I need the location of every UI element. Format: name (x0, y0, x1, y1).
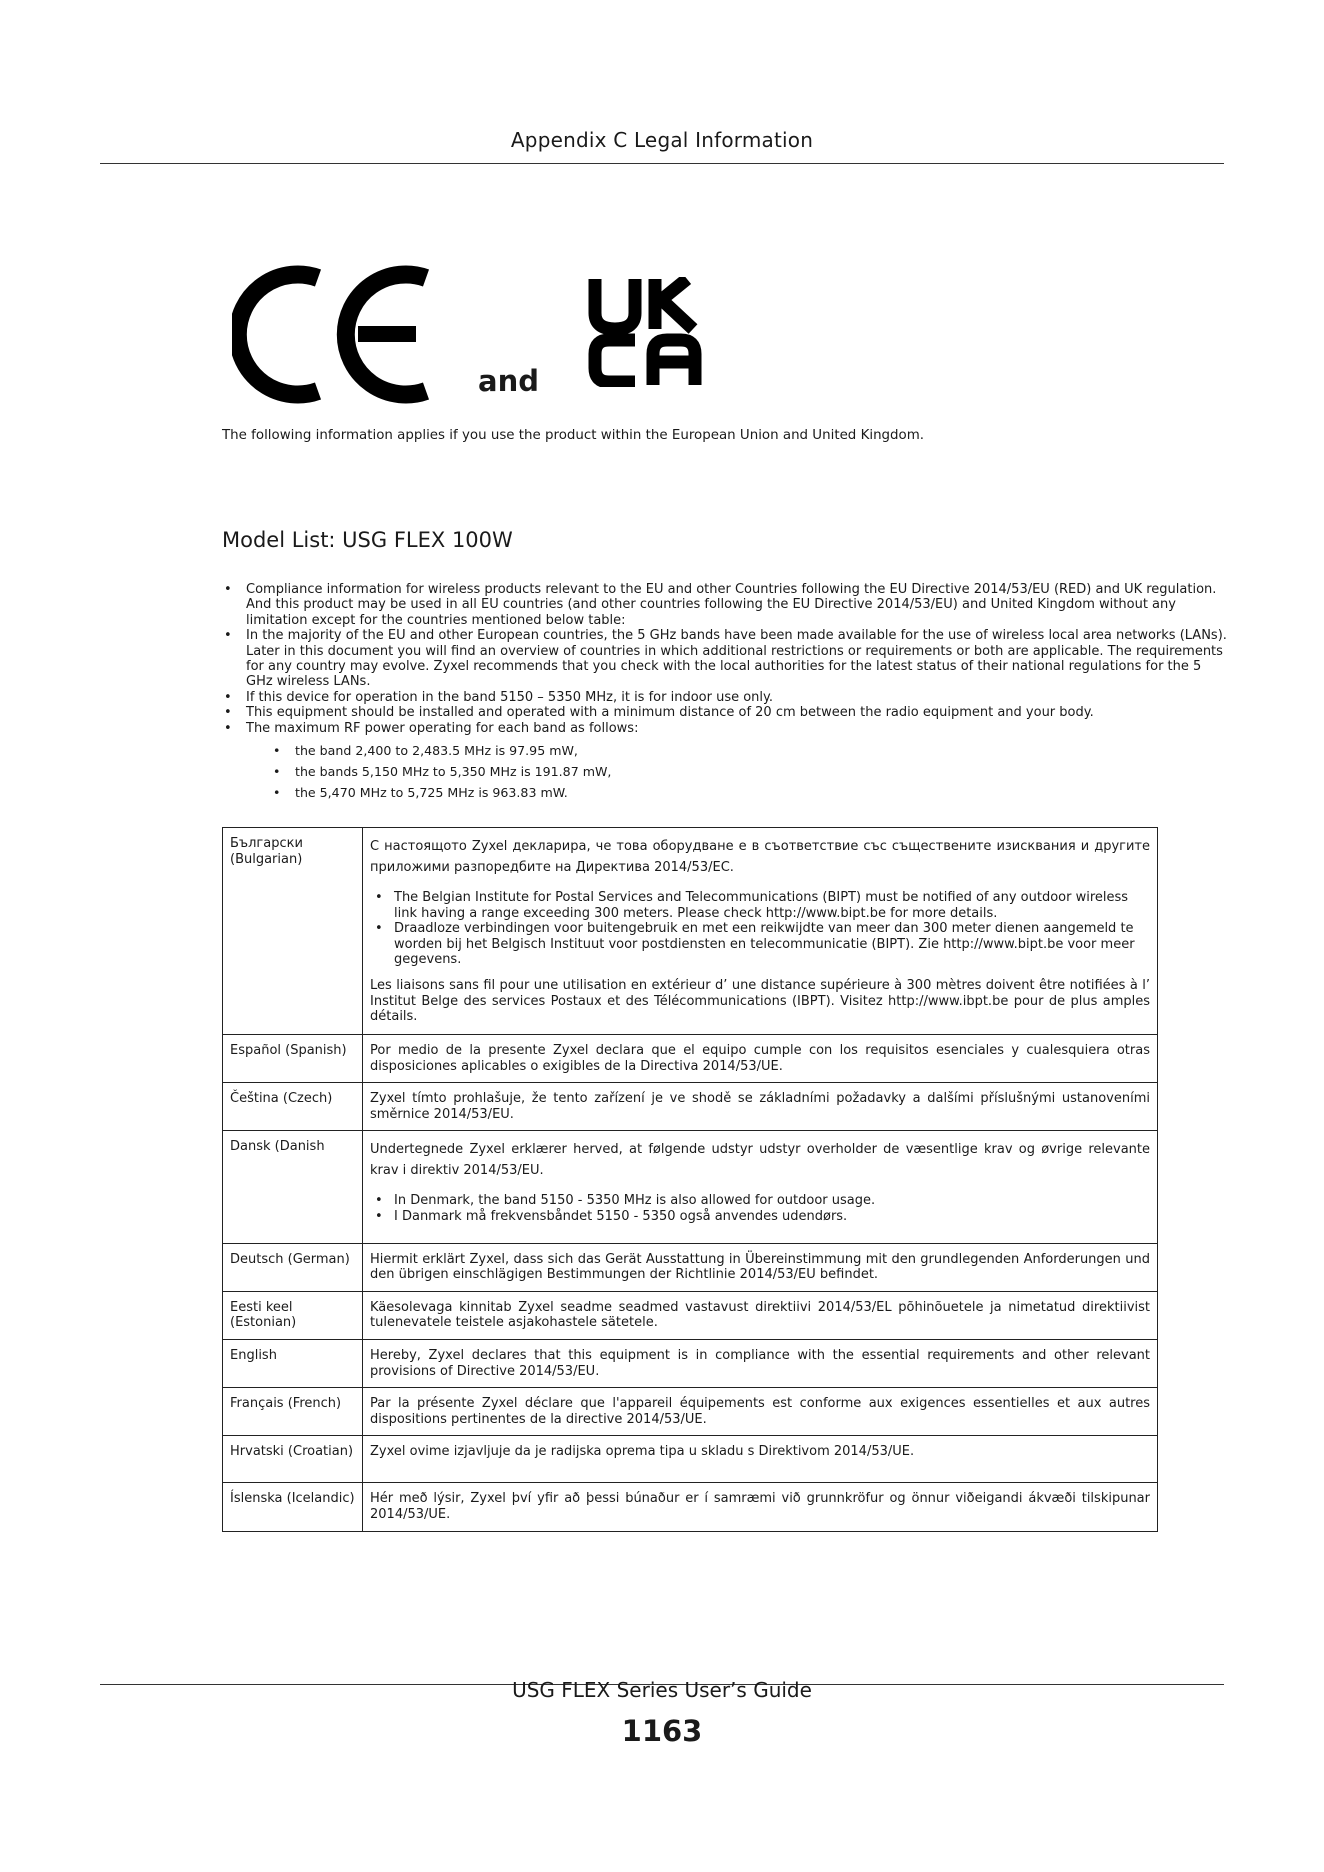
table-row (223, 1243, 1158, 1291)
list-item: • Draadloze verbindingen voor buitengebruik en met een reikwijdte van meer dan 300 meter dienen aangemeld te worden bij het Belgisch Instituut voor postdiensten en telecommunicatie (BIPT). Zie http://www.bipt.be voor meer gegevens. (370, 921, 1150, 968)
list-item: • If this device for operation in the band 5150 – 5350 MHz, it is for indoor use only. (222, 690, 1227, 705)
declaration-cell: Hér með lýsir, Zyxel því yfir að þessi búnaður er í samræmi við grunnkröfur og önnur viðeigandi ákvæði tilskipunar 2014/53/UE. (363, 1483, 1158, 1531)
declaration-cell (363, 1131, 1158, 1243)
declaration-cell: Hiermit erklärt Zyxel, dass sich das Gerät Ausstattung in Übereinstimmung mit den grundlegenden Anforderungen und den übrigen einschlägigen Bestimmungen der Richtlinie 2014/53/EU befindet. (363, 1243, 1158, 1291)
list-item: • the band 2,400 to 2,483.5 MHz is 97.95 mW, (246, 740, 1227, 761)
declaration-cell: Zyxel ovime izjavljuje da je radijska oprema tipa u skladu s Direktivom 2014/53/UE. (363, 1436, 1158, 1483)
language-cell: Hrvatski (Croatian) (223, 1436, 363, 1483)
model-list-heading: Model List: USG FLEX 100W (222, 528, 513, 552)
language-cell: English (223, 1339, 363, 1387)
list-item: • Compliance information for wireless products relevant to the EU and other Countries following the EU Directive 2014/53/EU (RED) and UK regulation. And this product may be used in all EU countries (and other countries following the EU Directive 2014/53/EU) and United Kingdom without any limitation except for the countries mentioned below table: (222, 582, 1227, 628)
list-item: • the bands 5,150 MHz to 5,350 MHz is 191.87 mW, (246, 761, 1227, 782)
list-item-label: The maximum RF power operating for each band as follows: (246, 720, 639, 736)
and-label: and (478, 364, 539, 398)
declaration-cell: Por medio de la presente Zyxel declara que el equipo cumple con los requisitos esenciales y cualesquiera otras disposiciones aplicables o exigibles de la Directiva 2014/53/UE. (363, 1035, 1158, 1083)
declaration-cell: Par la présente Zyxel déclare que l'appareil équipements est conforme aux exigences essentielles et aux autres dispositions pertinentes de la directive 2014/53/UE. (363, 1388, 1158, 1436)
language-cell: Dansk (Danish (223, 1131, 363, 1243)
table-row (223, 1291, 1158, 1339)
language-cell: Čeština (Czech) (223, 1083, 363, 1131)
declaration-text: С настоящото Zyxel декларира, че това оборудване е в съответствие със съществените изисквания и другите приложими разпоредбите на Директива 2014/53/ЕС. (370, 839, 1150, 875)
list-item: • The Belgian Institute for Postal Services and Telecommunications (BIPT) must be notified of any outdoor wireless link having a range exceeding 300 meters. Please check http://www.bipt.be for more details. (370, 890, 1150, 921)
declaration-cell: Hereby, Zyxel declares that this equipment is in compliance with the essential requirements and other relevant provisions of Directive 2014/53/EU. (363, 1339, 1158, 1387)
list-item: • the 5,470 MHz to 5,725 MHz is 963.83 mW. (246, 782, 1227, 803)
note-list (370, 890, 1150, 968)
intro-text: The following information applies if you use the product within the European Union and United Kingdom. (222, 428, 925, 443)
page-number: 1163 (621, 1714, 703, 1748)
table-row (223, 1131, 1158, 1243)
language-cell: Español (Spanish) (223, 1035, 363, 1083)
list-item: • I Danmark må frekvensbåndet 5150 - 5350 også anvendes udendørs. (370, 1209, 1150, 1225)
declaration-text: Undertegnede Zyxel erklærer herved, at følgende udstyr udstyr overholder de væsentlige krav og øvrige relevante krav i direktiv 2014/53/EU. (370, 1142, 1150, 1179)
header-rule (100, 163, 1224, 164)
ce-mark-icon (232, 262, 442, 407)
declaration-cell (363, 828, 1158, 1035)
table-row (223, 1339, 1158, 1387)
table-row (223, 828, 1158, 1035)
language-cell: Íslenska (Icelandic) (223, 1483, 363, 1531)
declaration-cell: Zyxel tímto prohlašuje, že tento zařízení je ve shodě se základními požadavky a dalšími příslušnými ustanoveními směrnice 2014/53/EU. (363, 1083, 1158, 1131)
note-list (370, 1193, 1150, 1224)
table-row (223, 1083, 1158, 1131)
list-item: • In Denmark, the band 5150 - 5350 MHz is also allowed for outdoor usage. (370, 1193, 1150, 1209)
table-row (223, 1035, 1158, 1083)
table-row (223, 1483, 1158, 1531)
power-band-list (246, 740, 1227, 803)
language-cell: Български (Bulgarian) (223, 828, 363, 1035)
table-row (223, 1436, 1158, 1483)
declaration-text: Les liaisons sans fil pour une utilisation en extérieur d’ une distance supérieure à 300 mètres doivent être notifiées à l’ Institut Belge des services Postaux et des Télécommunications (IBPT). Visitez http://www.ibpt.be pour de plus amples détails. (370, 977, 1150, 1025)
language-cell: Eesti keel (Estonian) (223, 1291, 363, 1339)
language-cell: Français (French) (223, 1388, 363, 1436)
ukca-mark-icon (587, 277, 707, 387)
list-item: • This equipment should be installed and operated with a minimum distance of 20 cm between the radio equipment and your body. (222, 705, 1227, 720)
language-cell: Deutsch (German) (223, 1243, 363, 1291)
conformity-marks (232, 262, 712, 407)
list-item (222, 721, 1227, 803)
footer-title: USG FLEX Series User’s Guide (512, 1678, 812, 1702)
compliance-bullet-list (222, 582, 1227, 803)
page-header-title: Appendix C Legal Information (510, 128, 814, 152)
declaration-table (222, 827, 1158, 1532)
declaration-cell: Käesolevaga kinnitab Zyxel seadme seadmed vastavust direktiivi 2014/53/EL põhinõuetele ja nimetatud direktiivist tulenevatele teistele asjakohastele sätetele. (363, 1291, 1158, 1339)
table-row (223, 1388, 1158, 1436)
list-item: • In the majority of the EU and other European countries, the 5 GHz bands have been made available for the use of wireless local area networks (LANs). Later in this document you will find an overview of countries in which additional restrictions or requirements or both are applicable. The requirements for any country may evolve. Zyxel recommends that you check with the local authorities for the latest status of their national regulations for the 5 GHz wireless LANs. (222, 628, 1227, 690)
